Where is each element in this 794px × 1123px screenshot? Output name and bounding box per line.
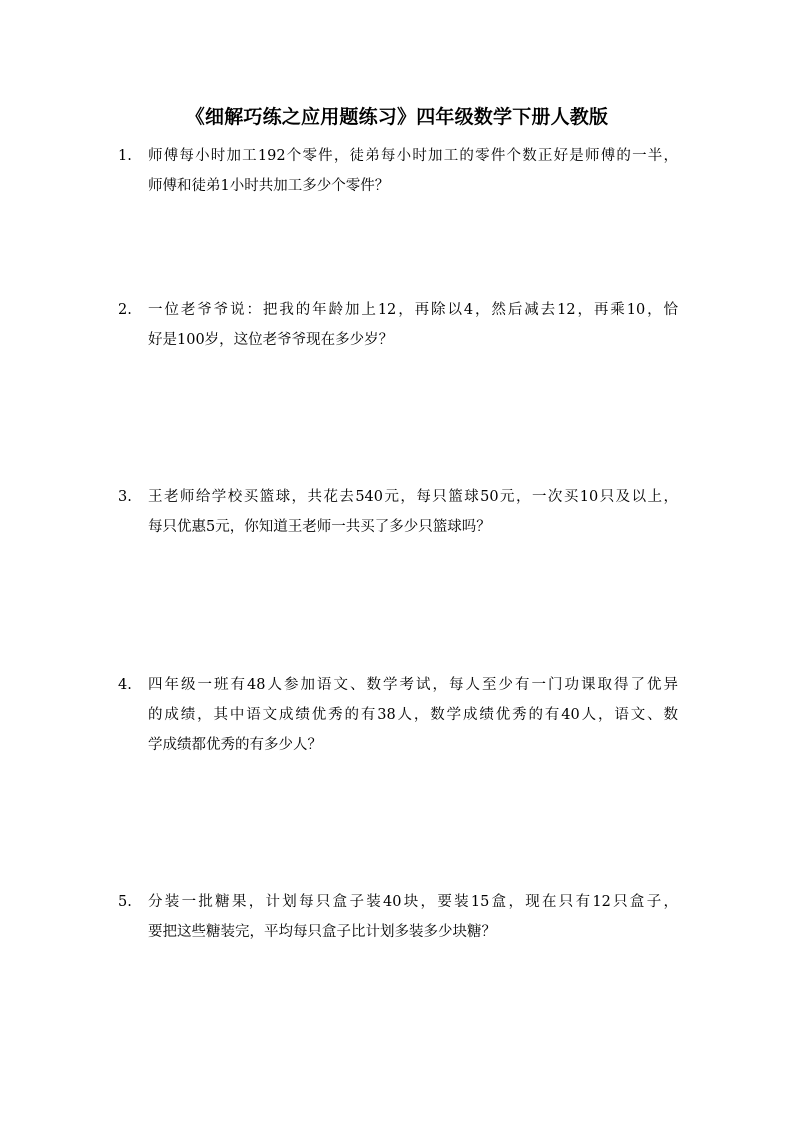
question-text <box>148 887 678 947</box>
question-line: 师傅每小时加工192个零件，徒弟每小时加工的零件个数正好是师傅的一半， <box>148 148 678 164</box>
question-number: 1. <box>118 148 132 164</box>
question-number: 3. <box>118 489 132 505</box>
question-text <box>148 670 678 760</box>
question-text <box>148 295 678 355</box>
question-line: 一位老爷爷说：把我的年龄加上12，再除以4，然后减去12，再乘10，恰 <box>148 302 678 318</box>
question-line: 分装一批糖果，计划每只盒子装40块，要装15盒，现在只有12只盒子， <box>148 894 678 910</box>
question-number: 5. <box>118 894 132 910</box>
question-line: 四年级一班有48人参加语文、数学考试，每人至少有一门功课取得了优异 <box>148 677 678 693</box>
question-line: 的成绩，其中语文成绩优秀的有38人，数学成绩优秀的有40人，语文、数 <box>148 707 678 723</box>
question-line: 要把这些糖装完，平均每只盒子比计划多装多少块糖？ <box>148 924 496 940</box>
question-number: 2. <box>118 302 132 318</box>
question-line: 王老师给学校买篮球，共花去540元，每只篮球50元，一次买10只及以上， <box>148 489 678 505</box>
question-line: 每只优惠5元，你知道王老师一共买了多少只篮球吗？ <box>148 519 491 535</box>
question-number: 4. <box>118 677 132 693</box>
question-text <box>148 141 678 201</box>
question-line: 学成绩都优秀的有多少人？ <box>148 737 322 753</box>
question-line: 师傅和徒弟1小时共加工多少个零件？ <box>148 178 390 194</box>
document-title: 《细解巧练之应用题练习》四年级数学下册人教版 <box>185 106 609 128</box>
question-text <box>148 482 678 542</box>
question-line: 好是100岁，这位老爷爷现在多少岁？ <box>148 332 394 348</box>
